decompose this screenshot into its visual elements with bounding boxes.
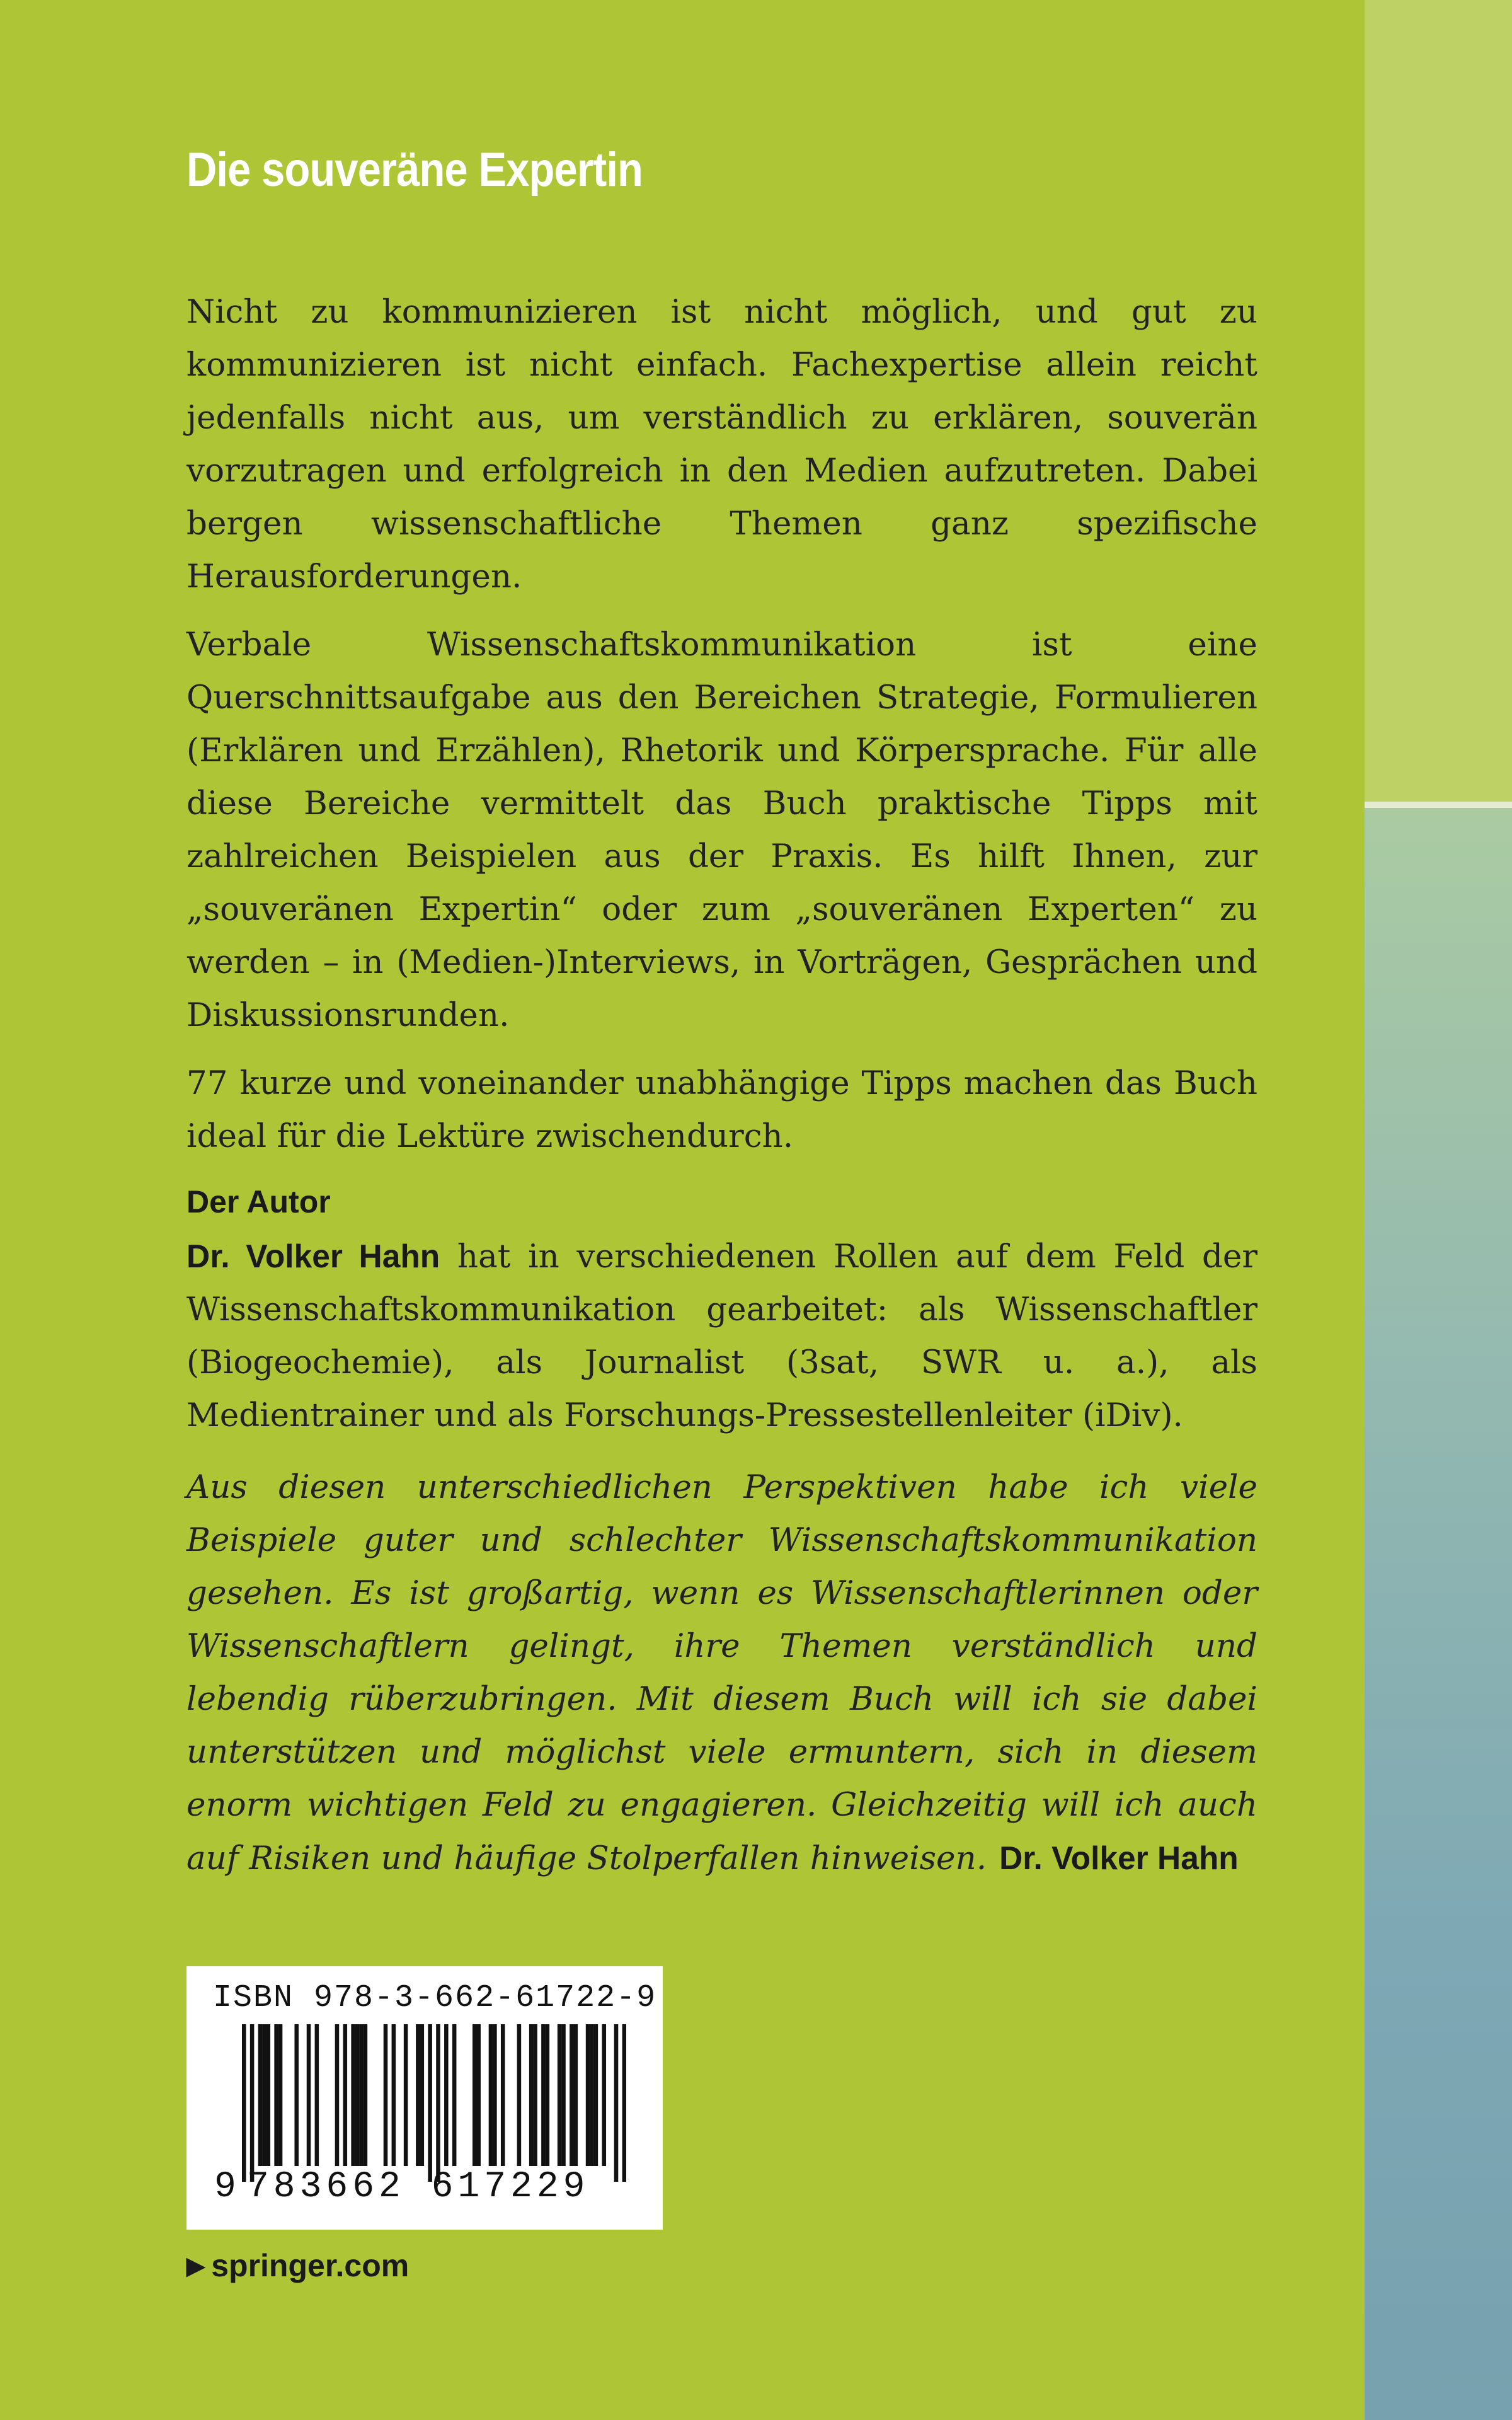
barcode-bar <box>622 2024 626 2182</box>
barcode-bar <box>472 2024 477 2166</box>
blurb-body <box>186 285 1257 1885</box>
author-heading: Der Autor <box>186 1184 331 1219</box>
barcode-bar <box>489 2024 493 2166</box>
barcode-bar <box>594 2024 598 2166</box>
barcode-bar <box>529 2024 534 2166</box>
barcode-bar <box>335 2024 340 2166</box>
barcode-bar <box>558 2024 562 2166</box>
barcode-bar <box>590 2024 594 2166</box>
barcode-bar <box>315 2024 319 2166</box>
barcode-bar <box>307 2024 311 2166</box>
barcode-bar <box>278 2024 283 2166</box>
barcode-bar <box>570 2024 574 2166</box>
author-bio <box>186 1230 1257 1442</box>
barcode-bar <box>452 2024 457 2166</box>
author-signature: Dr. Volker Hahn <box>999 1840 1239 1876</box>
publisher-link[interactable] <box>186 2244 409 2288</box>
barcode-bars <box>242 2024 626 2182</box>
author-bio-text: hat in verschiedenen Rollen auf dem Feld der Wissenschaftskommunikation gearbeitet: als Wissenschaftler (Biogeochemie), als Journalist (3sat, SWR u. a.), als Medientrainer und als Forschungs-Pressestellenleiter (iDiv). <box>186 1238 1258 1434</box>
ean-first-digit: 9 <box>214 2167 236 2208</box>
barcode-bar <box>614 2024 619 2182</box>
paragraph-intro: Nicht zu kommunizieren ist nicht möglich, und gut zu kommunizieren ist nicht einfach. Fachexpertise allein reicht jedenfalls nicht aus, um verständlich zu erklären, souverän vorzutragen und erfolgreich in den Medien aufzutreten. Dabei bergen wissenschaftliche Themen ganz spezifische Herausforderungen. <box>186 293 1257 596</box>
barcode-bar <box>493 2024 497 2166</box>
paragraph-topics: Verbale Wissenschaftskommunikation ist eine Querschnittsaufgabe aus den Bereichen Strategie, Formulieren (Erklären und Erzählen), Rhetorik und Körpersprache. Für alle diese Bereiche vermittelt das Buch praktische Tipps mit zahlreichen Beispielen aus der Praxis. Es hilft Ihnen, zur „souveränen Expertin“ oder zum „souveränen Experten“ zu werden – in (Medien-)Interviews, in Vorträgen, Gesprächen und Diskussionsrunden. <box>186 626 1257 1034</box>
barcode-bar <box>384 2024 388 2166</box>
barcode-bar <box>444 2024 449 2166</box>
barcode-bar <box>262 2024 266 2166</box>
barcode-bar <box>420 2024 425 2166</box>
paragraph-tips: 77 kurze und voneinander unabhängige Tipps machen das Buch ideal für die Lektüre zwischendurch. <box>186 1064 1257 1155</box>
book-title: Die souveräne Expertin <box>186 143 643 197</box>
spine-top-band <box>1365 0 1512 802</box>
barcode-bar <box>541 2024 546 2166</box>
barcode-bar <box>392 2024 396 2166</box>
barcode-bar <box>359 2024 364 2166</box>
barcode-bar <box>416 2024 420 2166</box>
play-triangle-icon: ▶ <box>186 2253 205 2279</box>
barcode-bar <box>428 2024 432 2182</box>
blurb <box>186 126 1257 1885</box>
author-name: Dr. Volker Hahn <box>186 1238 440 1274</box>
spine-bottom-band <box>1365 808 1512 2420</box>
publisher-url: springer.com <box>211 2248 410 2283</box>
barcode-bar <box>351 2024 355 2166</box>
spine-divider <box>1365 802 1512 808</box>
barcode-bar <box>533 2024 537 2166</box>
barcode-bar <box>602 2024 606 2166</box>
author-quote <box>186 1461 1257 1885</box>
barcode-bar <box>501 2024 505 2166</box>
isbn-barcode <box>186 1966 663 2230</box>
barcode-bar <box>355 2024 360 2166</box>
author-quote-text: Aus diesen unterschiedlichen Perspektiven habe ich viele Beispiele guter und schlechter Wissenschaftskommunikation gesehen. Es ist großartig, wenn es Wissenschaftlerinnen oder Wissenschaftlern gelingt, ihre Themen verständlich und lebendig rüberzubringen. Mit diesem Buch will ich sie dabei unterstützen und möglichst viele ermuntern, sich in diesem enorm wichtigen Feld zu engagieren. Gleichzeitig will ich auch auf Risiken und häufige Stolperfallen hinweisen. <box>186 1468 1257 1877</box>
barcode-bar <box>404 2024 408 2166</box>
isbn-text: ISBN 978-3-662-61722-9 <box>213 1980 657 2016</box>
barcode-bar <box>517 2024 522 2166</box>
barcode-bar <box>586 2024 590 2166</box>
barcode-bar <box>274 2024 278 2166</box>
barcode-bar <box>266 2024 271 2166</box>
barcode-bar <box>476 2024 481 2166</box>
barcode-bar <box>561 2024 566 2166</box>
barcode-bar <box>364 2024 368 2166</box>
barcode-bar <box>294 2024 299 2166</box>
barcode-bar <box>250 2024 255 2182</box>
barcode-bar <box>574 2024 578 2166</box>
barcode-bar <box>436 2024 440 2182</box>
barcode-bar <box>258 2024 263 2166</box>
barcode-bar <box>546 2024 550 2166</box>
ean-digits: 783662 617229 <box>247 2167 590 2208</box>
barcode-bar <box>242 2024 246 2182</box>
barcode-bar <box>343 2024 348 2166</box>
